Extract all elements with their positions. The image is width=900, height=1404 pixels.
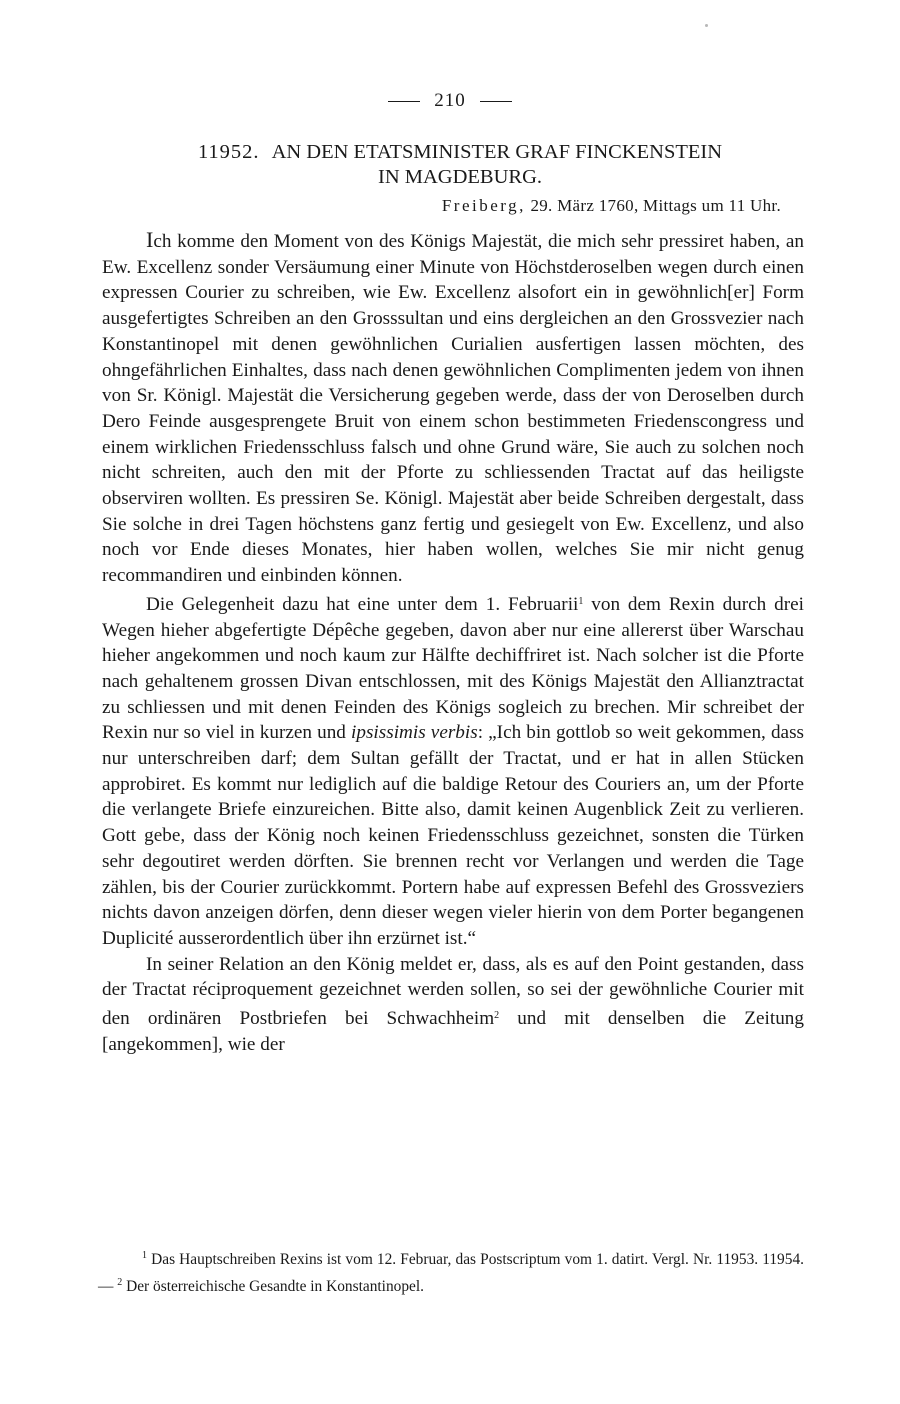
footnote-1-text: Das Hauptschreiben Rexins ist vom 12. Februar, das Postscriptum vom 1. datirt. Vergl. Nr. 11953. 11954. — [98, 1251, 804, 1295]
paragraph-1: Ich komme den Moment von des Königs Majestät, die mich sehr pressiret haben, an Ew. Excellenz sonder Versäumung einer Minute von Höchstderoselben wegen durch einen expressen Courier zu schreiben, wie Ew. Excellenz alsofort ein in gewöhnlich[er] Form ausgefertigtes Schreiben an den Grosssultan und eins dergleichen an den Grossvezier nach Konstantinopel mit denen gewöhnlichen Curialien ausfertigen lassen möchten, des ohngefährlichen Einhaltes, dass nach denen gewöhnlichen Complimenten jedem von ihnen von Sr. Königl. Majestät die Versicherung gegeben werde, dass der von Deroselben durch Dero Feinde ausgesprengete Bruit von einem schon bestimmeten Friedenscongress und einem wirklichen Friedensschluss falsch und ohne Grund wäre, Sie auch zu solchen noch nicht schreiten, auch den mit der Pforte zu schliessenden Tractat auf das heiligste observiren wollten. Es pressiren Se. Königl. Majestät aber beide Schreiben dergestalt, dass Sie solche in drei Tagen höchstens ganz fertig und gesiegelt von Ew. Excellenz, und also noch vor Ende dieses Monates, hier haben wollen, welches Sie mir nicht genug recommandiren und einbinden können. [102, 227, 804, 587]
dateline [442, 196, 781, 216]
heading-line-2: IN MAGDEBURG. [378, 166, 542, 188]
footnote-ref-1: 1 [578, 595, 584, 607]
footnote-ref-2: 2 [494, 1010, 500, 1022]
footnote-1-mark: 1 [142, 1250, 147, 1261]
letter-number: 11952. [197, 141, 260, 163]
letter-heading [120, 140, 800, 190]
page-number-text: 210 [434, 90, 466, 111]
page-number-dash-left [388, 101, 420, 102]
paragraph-2-part-c: : „Ich bin gottlob so weit gekommen, dass nur unterschreiben darf; dem Sultan gefällt der Tractat, und er hat in allen Stücken approbiret. Es kommt nur lediglich auf die baldige Retour des Couriers an, um der Pforte die verlangete Briefe einzureichen. Bitte also, damit keinen Augenblick Zeit zu verlieren. Gott gebe, dass der König noch keinen Friedensschluss gezeichnet, sonsten die Türken sehr degoutiret werden dörften. Sie brennen recht vor Verlangen und werden die Tage zählen, bis der Courier zurückkommt. Portern habe auf expressen Befehl des Grossveziers nichts davon anzeigen dörfen, denn dieser wegen vieler hierin von dem Porter begangenen Duplicité ausserordentlich über ihn erzürnet ist.“ [102, 722, 804, 949]
footnotes [98, 1244, 804, 1298]
paragraph-2 [102, 589, 804, 952]
dateline-date: 29. März 1760, Mittags um 11 Uhr. [530, 196, 781, 215]
footnote-2-mark: 2 [117, 1277, 123, 1288]
heading-recipient: AN DEN ETATSMINISTER GRAF FINCKENSTEIN [271, 141, 723, 163]
footnote-block [98, 1244, 804, 1298]
paragraph-3-part-a: In seiner Relation an den König meldet er, dass, als es auf den Point gestanden, dass der Tractat réciproquement gezeichnet werden sollen, so sei der gewöhnliche Courier mit den ordinären Postbriefen bei Schwachheim [102, 953, 804, 1030]
paragraph-2-part-a: Die Gelegenheit dazu hat eine unter dem 1. Februarii [146, 593, 579, 615]
letter-body [102, 227, 804, 1058]
paragraph-3-part-b: und mit denselben die Zeitung [angekommen], wie der [102, 1008, 804, 1055]
page-number [0, 90, 900, 112]
scan-speck [705, 24, 708, 27]
paragraph-3 [102, 952, 804, 1058]
page-number-dash-right [480, 101, 512, 102]
footnote-2-text: Der österreichische Gesandte in Konstantinopel. [122, 1278, 424, 1295]
heading-line-1 [120, 140, 800, 165]
paragraph-2-part-b: von dem Rexin durch drei Wegen hieher abgefertigte Dépêche gegeben, davon aber nur eine allererst über Warschau hieher angekommen und noch kaum zur Hälfte dechiffriret ist. Nach solcher ist die Pforte nach gehaltenem grossen Divan entschlossen, mit des Königs Majestät den Allianztractat zu schliessen und mit denen Feinden des Königs sogleich zu brechen. Mir schreibet der Rexin nur so viel in kurzen und [102, 593, 804, 744]
latin-phrase: ipsissimis verbis [351, 722, 478, 744]
dateline-place: Freiberg, [441, 196, 526, 215]
